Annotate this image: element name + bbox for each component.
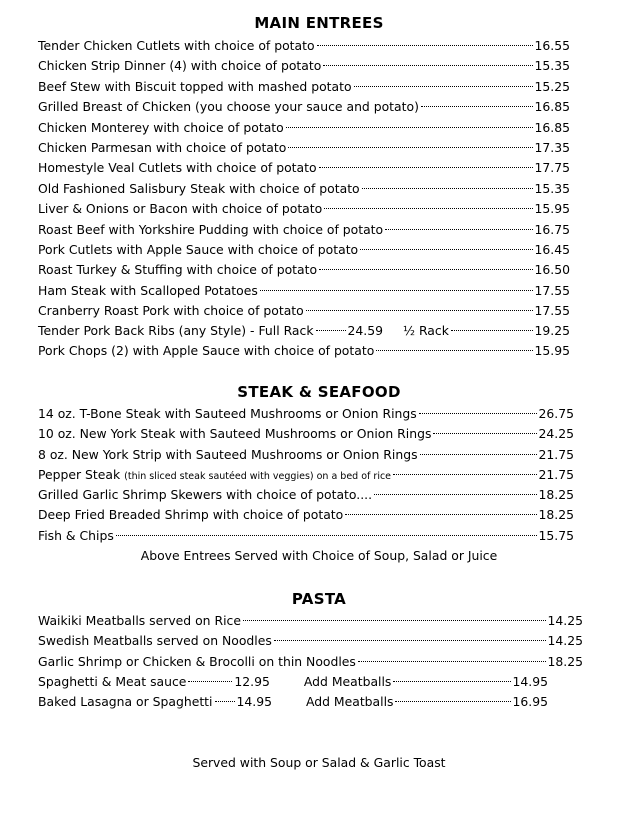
dot-leader [319, 268, 532, 270]
item-name: Grilled Breast of Chicken (you choose your sauce and potato) [38, 99, 419, 115]
dot-leader [354, 85, 533, 87]
item-name: Ham Steak with Scalloped Potatoes [38, 282, 258, 298]
menu-item [38, 56, 570, 76]
item-price: 15.35 [534, 58, 570, 74]
dot-leader [316, 329, 346, 331]
item-name: 8 oz. New York Strip with Sauteed Mushrooms or Onion Rings [38, 446, 418, 462]
menu-item [38, 36, 570, 56]
item-price: 15.25 [534, 78, 570, 94]
item-price: 16.55 [534, 38, 570, 53]
dot-leader [243, 619, 546, 621]
item-price: 17.75 [534, 160, 570, 176]
item-name: Roast Beef with Yorkshire Pudding with choice of potato [38, 221, 384, 237]
dot-leader [420, 453, 537, 455]
menu-item [38, 505, 574, 525]
item-name: 10 oz. New York Steak with Sauteed Mushrooms or Onion Rings [38, 426, 432, 442]
item-price: 21.75 [538, 446, 574, 462]
item-name: Grilled Garlic Shrimp Skewers with choice of potato.... [38, 487, 373, 502]
dot-leader [376, 349, 532, 351]
dot-leader [393, 680, 510, 682]
item-name: Beef Stew with Biscuit topped with mashed potato [38, 78, 352, 94]
add-meatballs-label: Add Meatballs [305, 694, 394, 709]
item-price: 15.95 [534, 201, 570, 217]
item-price: 16.75 [534, 221, 570, 237]
item-price: 26.75 [538, 406, 574, 421]
item-price: 18.25 [538, 507, 574, 523]
dot-leader [362, 187, 533, 189]
item-price: 14.95 [236, 694, 272, 709]
item-name: Chicken Monterey with choice of potato [38, 119, 284, 135]
item-price: 18.25 [538, 487, 574, 502]
dot-leader [433, 432, 536, 434]
add-meatballs-price: 14.95 [512, 674, 548, 689]
dot-leader [306, 309, 533, 311]
pasta-heading: PASTA [291, 590, 347, 608]
dot-leader [385, 228, 532, 230]
menu-item [38, 281, 570, 301]
dot-leader [274, 639, 546, 641]
item-name: Homestyle Veal Cutlets with choice of potato [38, 160, 317, 176]
dot-leader [393, 473, 536, 475]
item-price: 15.35 [534, 180, 570, 196]
menu-item [38, 631, 583, 651]
add-meatballs-label: Add Meatballs [303, 674, 392, 689]
dot-leader [358, 660, 546, 662]
item-price: 16.85 [534, 99, 570, 115]
item-name: Old Fashioned Salisbury Steak with choice of potato [38, 180, 360, 196]
dot-leader [324, 207, 532, 209]
menu-item-lasagna [38, 692, 548, 712]
item-name: Cranberry Roast Pork with choice of potato [38, 303, 304, 319]
menu-item [38, 260, 570, 280]
menu-item [38, 652, 583, 672]
item-price: 14.25 [547, 633, 583, 649]
menu-item-pork-chops [38, 341, 570, 361]
item-name: Chicken Parmesan with choice of potato [38, 140, 287, 155]
menu-item [38, 158, 570, 178]
add-meatballs-price: 16.95 [512, 694, 548, 709]
item-name: 14 oz. T-Bone Steak with Sauteed Mushrooms or Onion Rings [38, 406, 417, 421]
main-entrees-heading: MAIN ENTREES [254, 14, 384, 32]
item-name: Chicken Strip Dinner (4) with choice of potato [38, 58, 322, 74]
item-name: Waikiki Meatballs served on Rice [38, 613, 241, 628]
dot-leader [288, 146, 532, 148]
dot-leader [323, 64, 532, 66]
dot-leader [360, 248, 532, 250]
item-name: Deep Fried Breaded Shrimp with choice of potato [38, 507, 344, 523]
dot-leader [345, 513, 536, 515]
menu-item [38, 138, 570, 158]
item-price: 17.35 [534, 140, 570, 155]
menu-item-pepper-steak [38, 465, 574, 485]
item-price: 16.85 [534, 119, 570, 135]
item-name: Pork Cutlets with Apple Sauce with choice of potato [38, 242, 359, 257]
dot-leader [395, 700, 510, 702]
menu-item-ribs [38, 321, 570, 341]
item-price-full: 24.59 [347, 323, 383, 338]
item-name: Spaghetti & Meat sauce [38, 674, 187, 689]
item-price: 18.25 [547, 653, 583, 669]
item-price: 21.75 [538, 467, 574, 482]
steak-seafood-heading: STEAK & SEAFOOD [237, 383, 401, 401]
dot-leader [215, 700, 235, 702]
menu-item [38, 404, 574, 424]
menu-item [38, 301, 570, 321]
pasta-note: Served with Soup or Salad & Garlic Toast [192, 755, 446, 770]
item-price: 12.95 [234, 674, 270, 689]
item-name: Pepper Steak [38, 467, 121, 482]
item-name: Pork Chops (2) with Apple Sauce with choice of potato [38, 343, 375, 358]
item-price: 24.25 [538, 426, 574, 442]
item-name: Baked Lasagna or Spaghetti [38, 694, 213, 709]
item-price-half: 19.25 [534, 323, 570, 338]
item-price: 15.75 [538, 527, 574, 543]
dot-leader [317, 44, 533, 46]
menu-item [38, 240, 570, 260]
item-detail: (thin sliced steak sautéed with veggies) on a bed of rice [124, 471, 392, 482]
menu-item [38, 179, 570, 199]
menu-item-spaghetti [38, 672, 548, 692]
menu-item [38, 199, 570, 219]
item-name: Tender Pork Back Ribs (any Style) - Full Rack [38, 323, 314, 338]
dot-leader [419, 412, 537, 414]
menu-item [38, 526, 574, 546]
item-name: Tender Chicken Cutlets with choice of potato [38, 38, 315, 53]
half-rack-label: ½ Rack [403, 323, 449, 338]
item-price: 16.45 [534, 242, 570, 257]
menu-item [38, 424, 574, 444]
dot-leader [421, 105, 533, 107]
dot-leader [319, 166, 533, 168]
item-price: 15.95 [534, 343, 570, 358]
item-name: Garlic Shrimp or Chicken & Brocolli on thin Noodles [38, 653, 356, 669]
menu-item [38, 77, 570, 97]
item-price: 17.55 [534, 303, 570, 319]
menu-item [38, 97, 570, 117]
dot-leader [374, 493, 537, 495]
dot-leader [260, 289, 533, 291]
menu-item [38, 611, 583, 631]
item-name: Roast Turkey & Stuffing with choice of potato [38, 262, 318, 278]
menu-item [38, 485, 574, 505]
dot-leader [116, 534, 537, 536]
item-name: Fish & Chips [38, 527, 114, 543]
menu-item [38, 118, 570, 138]
dot-leader [188, 680, 232, 682]
item-price: 16.50 [534, 262, 570, 278]
item-price: 14.25 [547, 613, 583, 628]
dot-leader [286, 126, 533, 128]
item-name: Liver & Onions or Bacon with choice of potato [38, 201, 323, 217]
menu-item [38, 445, 574, 465]
dot-leader [451, 329, 533, 331]
item-price: 17.55 [534, 282, 570, 298]
menu-item [38, 220, 570, 240]
steak-seafood-note: Above Entrees Served with Choice of Soup, Salad or Juice [140, 548, 498, 563]
item-name: Swedish Meatballs served on Noodles [38, 633, 272, 649]
